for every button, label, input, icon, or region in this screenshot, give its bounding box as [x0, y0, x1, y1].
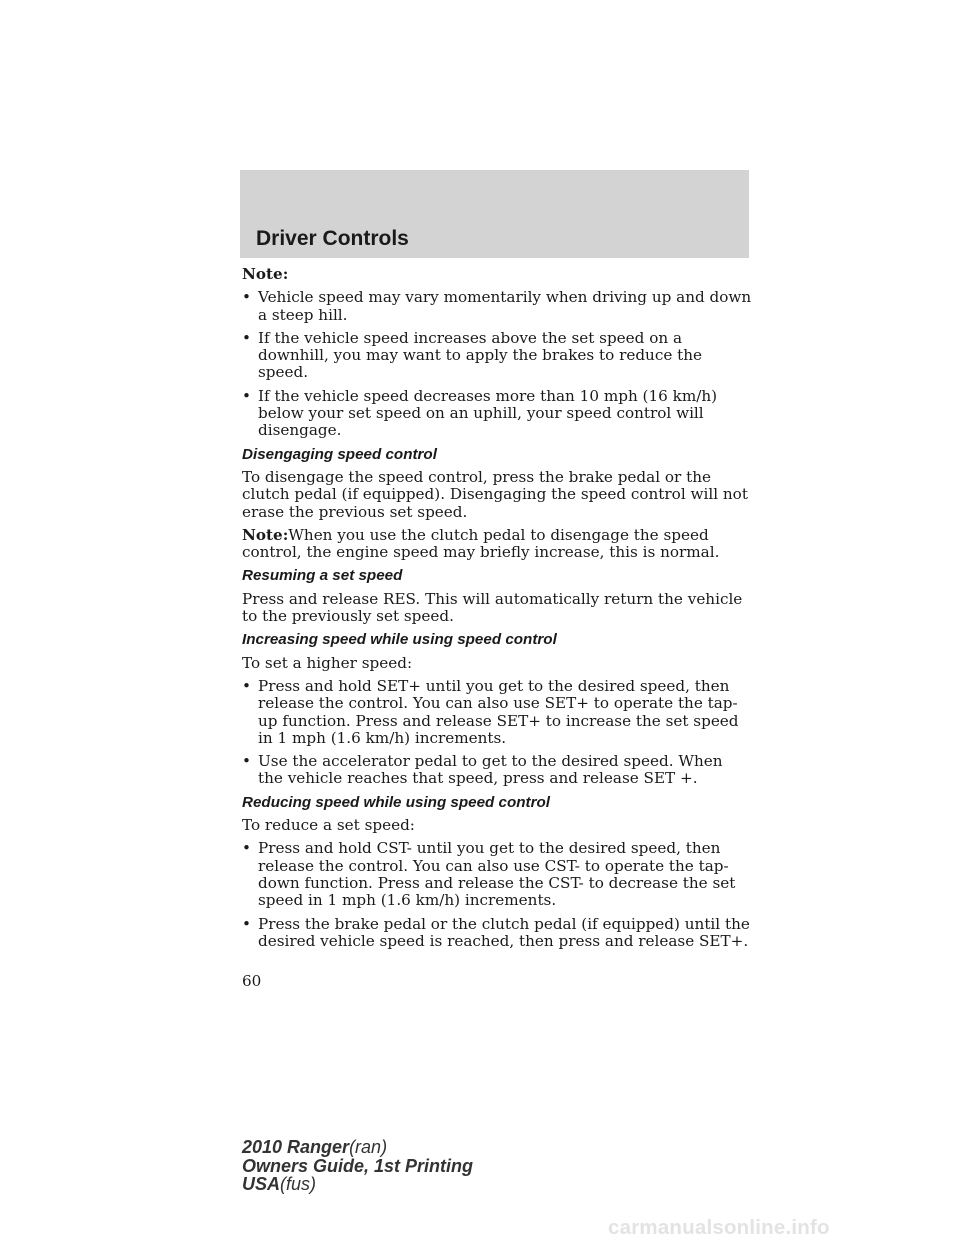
footer-model-code: (ran): [349, 1137, 388, 1157]
bullet-icon: •: [242, 288, 251, 307]
footer-line-1: [242, 1138, 473, 1157]
bullet-icon: •: [242, 328, 251, 347]
bullet-icon: •: [242, 752, 251, 771]
note-bullet: • Vehicle speed may vary momentarily when driving up and down a steep hill.: [242, 288, 752, 324]
bullet-icon: •: [242, 386, 251, 405]
increasing-bullet: • Use the accelerator pedal to get to the desired speed. When the vehicle reaches that speed, press and release SET +.: [242, 752, 723, 788]
section-title: Driver Controls: [256, 227, 409, 250]
resuming-heading: Resuming a set speed: [242, 567, 403, 585]
footer-line-2: Owners Guide, 1st Printing: [242, 1155, 474, 1176]
manual-page-content: [242, 266, 752, 956]
disengaging-note: [242, 527, 752, 562]
bullet-icon: •: [242, 676, 251, 695]
disengaging-heading: Disengaging speed control: [242, 445, 437, 463]
disengaging-note-label: Note:: [242, 525, 289, 544]
watermark: carmanualsonline.info: [608, 1216, 830, 1239]
bullet-icon: •: [242, 914, 251, 933]
reducing-bullet: • Press the brake pedal or the clutch pedal (if equipped) until the desired vehicle speed is reached, then press and release SET+.: [242, 914, 750, 950]
bullet-icon: •: [242, 839, 251, 858]
disengaging-note-text: When you use the clutch pedal to disengage the speed control, the engine speed may briefly increase, this is normal.: [242, 525, 720, 562]
note-label: Note:: [242, 265, 289, 283]
disengaging-text: To disengage the speed control, press the brake pedal or the clutch pedal (if equipped). Disengaging the speed control will not erase the previous set speed.: [242, 467, 748, 521]
print-footer: [242, 1138, 473, 1194]
increasing-heading: Increasing speed while using speed control: [242, 631, 557, 649]
increasing-intro: To set a higher speed:: [242, 653, 413, 672]
note-bullet: • If the vehicle speed decreases more than 10 mph (16 km/h) below your set speed on an uphill, your speed control will disengage.: [242, 386, 718, 440]
footer-market: USA: [242, 1174, 281, 1194]
footer-line-3: [242, 1175, 473, 1194]
increasing-bullet: • Press and hold SET+ until you get to the desired speed, then release the control. You can also use SET+ to operate the tap-up function. Press and release SET+ to increase the set speed in 1 mph (1.6 km/h) increments.: [242, 676, 739, 747]
footer-market-code: (fus): [280, 1174, 317, 1194]
reducing-heading: Reducing speed while using speed control: [242, 793, 551, 811]
reducing-bullet: • Press and hold CST- until you get to the desired speed, then release the control. You can also use CST- to operate the tap-down function. Press and release the CST- to decrease the set speed in 1 mph (1.6 km/h) increments.: [242, 839, 736, 910]
page-number: 60: [242, 972, 262, 990]
note-bullet: • If the vehicle speed increases above the set speed on a downhill, you may want to apply the brakes to reduce the speed.: [242, 328, 703, 382]
resuming-text: Press and release RES. This will automatically return the vehicle to the previously set speed.: [242, 589, 743, 626]
footer-model: 2010 Ranger: [242, 1137, 350, 1157]
reducing-intro: To reduce a set speed:: [242, 816, 415, 835]
